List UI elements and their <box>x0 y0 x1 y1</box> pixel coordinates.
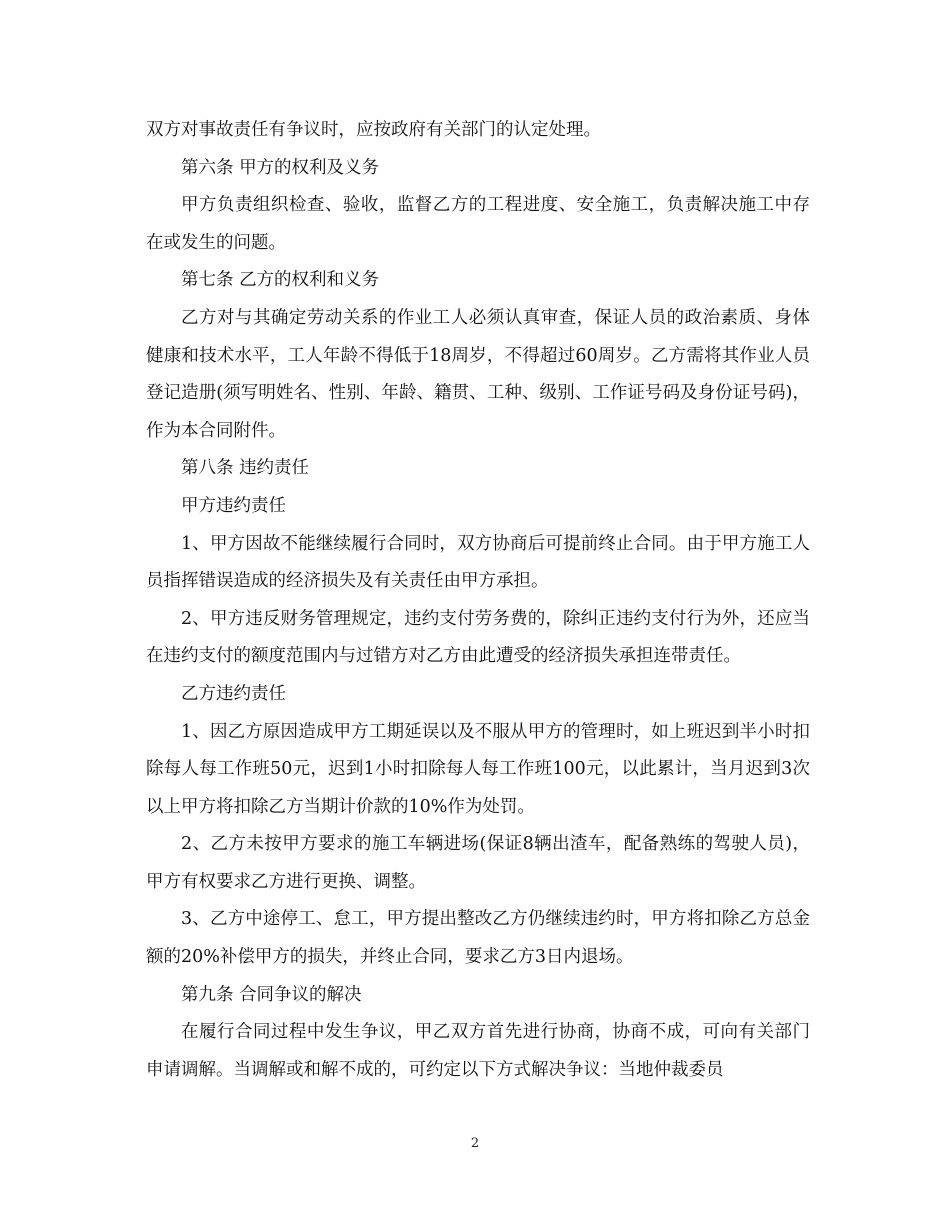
document-body <box>146 112 810 1089</box>
paragraph-party-a-breach-2: 2、甲方违反财务管理规定，违约支付劳务费的，除纠正违约支付行为外，还应当在违约支付的额度范围内与过错方对乙方由此遭受的经济损失承担连带责任。 <box>146 608 810 667</box>
heading-article-9: 第九条 合同争议的解决 <box>181 984 362 1005</box>
subheading-party-a-breach: 甲方违约责任 <box>181 495 286 516</box>
heading-article-7: 第七条 乙方的权利和义务 <box>181 270 380 291</box>
heading-article-8: 第八条 违约责任 <box>181 458 310 479</box>
paragraph-party-b-breach-2: 2、乙方未按甲方要求的施工车辆进场(保证8辆出渣车，配备熟练的驾驶人员)，甲方有权要求乙方进行更换、调整。 <box>146 834 810 892</box>
paragraph-party-a-breach-1: 1、甲方因故不能继续履行合同时，双方协商后可提前终止合同。由于甲方施工人员指挥错误造成的经济损失及有关责任由甲方承担。 <box>146 533 810 592</box>
paragraph-party-a-duties: 甲方负责组织检查、验收，监督乙方的工程进度、安全施工，负责解决施工中存在或发生的问题。 <box>146 195 810 253</box>
heading-article-6: 第六条 甲方的权利及义务 <box>181 157 380 178</box>
paragraph-accident-dispute: 双方对事故责任有争议时，应按政府有关部门的认定处理。 <box>146 120 601 140</box>
subheading-party-b-breach: 乙方违约责任 <box>181 683 286 704</box>
paragraph-party-b-breach-1: 1、因乙方原因造成甲方工期延误以及不服从甲方的管理时，如上班迟到半小时扣除每人每工作班50元，迟到1小时扣除每人每工作班100元，以此累计，当月迟到3次以上甲方将扣除乙方当期计价款的10%作为处罚。 <box>146 721 810 817</box>
paragraph-party-b-duties: 乙方对与其确定劳动关系的作业工人必须认真审查，保证人员的政治素质、身体健康和技术水平，工人年龄不得低于18周岁，不得超过60周岁。乙方需将其作业人员登记造册(须写明姓名、性别、年龄、籍贯、工种、级别、工作证号码及身份证号码)，作为本合同附件。 <box>146 307 810 441</box>
page-number: 2 <box>470 1136 480 1151</box>
paragraph-party-b-breach-3: 3、乙方中途停工、怠工，甲方提出整改乙方仍继续违约时，甲方将扣除乙方总金额的20%补偿甲方的损失，并终止合同，要求乙方3日内退场。 <box>146 909 810 968</box>
paragraph-dispute-resolution: 在履行合同过程中发生争议，甲乙双方首先进行协商，协商不成，可向有关部门申请调解。当调解或和解不成的，可约定以下方式解决争议：当地仲裁委员 <box>146 1022 810 1080</box>
